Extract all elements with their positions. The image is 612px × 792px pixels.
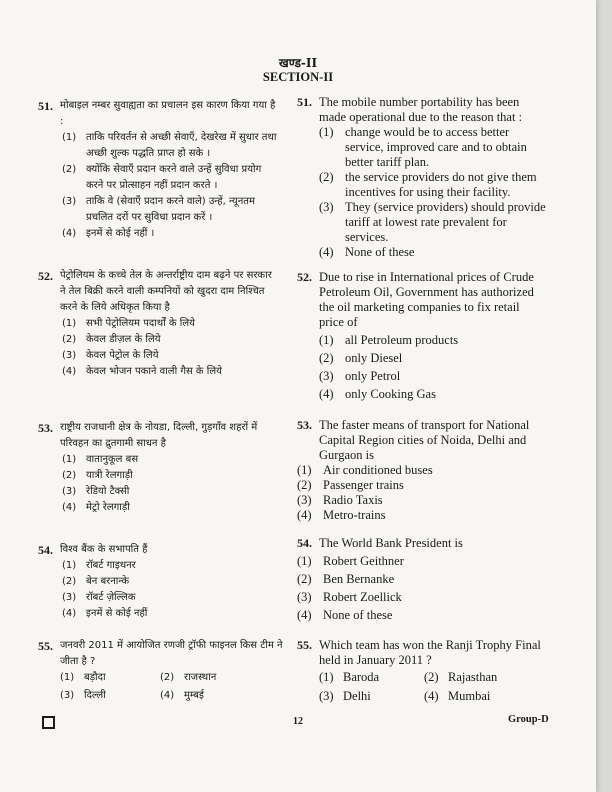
question-number: 53.: [297, 418, 312, 432]
question-stem: The faster means of transport for National Capital Region cities of Noida, Delhi and Gurgaon is: [319, 418, 530, 462]
option-2: (2) यात्री रेलगाड़ी: [62, 470, 133, 481]
option-3: (3) Delhi: [319, 689, 371, 703]
english-question-53: [297, 418, 547, 523]
question-number: 52.: [38, 269, 53, 283]
options-grid: [319, 670, 547, 704]
option-3: (3) They (service providers) should provide tariff at lowest rate prevalent for services.: [319, 200, 546, 244]
question-stem: Due to rise in International prices of Crude Petroleum Oil, Government has authorized the oil marketing companies to fix retail price of: [319, 270, 534, 329]
hindi-question-55: [38, 638, 288, 704]
question-stem: पेट्रोलियम के कच्चे तेल के अन्तर्राष्ट्रीय दाम बढ़ने पर सरकार ने तेल बिक्री करने वाली कम्पनियों को खुदरा दाम निश्चित करने के लिये अधिकृत किया है: [60, 270, 272, 313]
option-1: (1) Baroda: [319, 670, 380, 684]
question-number: 54.: [38, 543, 53, 557]
question-number: 55.: [297, 638, 312, 652]
option-2: (2) क्योंकि सेवाएँ प्रदान करने वाले उन्हें सुविधा प्रयोग करने पर प्रोत्साहन नहीं प्रदान करते ।: [62, 164, 262, 191]
question-number: 53.: [38, 421, 53, 435]
question-number: 52.: [297, 270, 312, 284]
option-1: (1) change would be to access better service, improved care and to obtain better tariff plan.: [319, 125, 527, 169]
option-3: (3) ताकि वे (सेवाएँ प्रदान करने वाले) उन्हें, न्यूनतम प्रचलित दरों पर सुविधा प्रदान करें ।: [62, 196, 255, 223]
question-number: 51.: [297, 95, 312, 109]
option-4: (4) Metro-trains: [297, 508, 386, 522]
question-stem: The World Bank President is: [319, 536, 463, 550]
option-1: (1) बड़ौदा: [60, 672, 106, 683]
option-3: (3) दिल्ली: [60, 690, 106, 701]
option-2: (2) बेन बरनान्के: [62, 576, 130, 587]
english-question-51: [297, 95, 547, 260]
option-3: (3) केवल पेट्रोल के लिये: [62, 350, 159, 361]
option-2: (2) Ben Bernanke: [297, 572, 395, 586]
question-stem: विश्व बैंक के सभापति हैं: [60, 544, 148, 555]
english-question-55: [297, 638, 547, 704]
option-3: (3) रेडियो टैक्सी: [62, 486, 130, 497]
option-1: (1) Air conditioned buses: [297, 463, 433, 477]
question-stem: Which team has won the Ranji Trophy Final held in January 2011 ?: [319, 638, 541, 667]
option-4: (4) इनमें से कोई नहीं ।: [62, 228, 155, 239]
group-label: Group-D: [508, 714, 549, 725]
section-heading-english: SECTION-II: [262, 70, 334, 84]
option-1: (1) सभी पेट्रोलियम पदार्थों के लिये: [62, 318, 195, 329]
option-4: (4) मेट्रो रेलगाड़ी: [62, 502, 130, 513]
question-number: 55.: [38, 639, 53, 653]
option-4: (4) None of these: [297, 608, 393, 622]
question-number: 54.: [297, 536, 312, 550]
hindi-question-54: [38, 542, 278, 622]
hindi-question-51: [38, 98, 278, 242]
option-4: (4) None of these: [319, 245, 415, 259]
option-4: (4) केवल भोजन पकाने वाली गैस के लिये: [62, 366, 222, 377]
option-2: (2) Rajasthan: [424, 670, 498, 684]
option-2: (2) Passenger trains: [297, 478, 404, 492]
option-4: (4) Mumbai: [424, 689, 491, 703]
question-number: 51.: [38, 99, 53, 113]
option-3: (3) Radio Taxis: [297, 493, 383, 507]
question-stem: जनवरी 2011 में आयोजित रणजी ट्रॉफी फाइनल किस टीम ने जीता है ?: [60, 640, 283, 667]
option-1: (1) all Petroleum products: [319, 333, 459, 347]
option-3: (3) only Petrol: [319, 369, 401, 383]
question-stem: The mobile number portability has been made operational due to the reason that :: [319, 95, 523, 124]
option-4: (4) only Cooking Gas: [319, 387, 436, 401]
option-4: (4) इनमें से कोई नहीं: [62, 608, 148, 619]
option-4: (4) मुम्बई: [160, 690, 204, 701]
question-stem: राष्ट्रीय राजधानी क्षेत्र के नोयडा, दिल्ली, गुड़गाँव शहरों में परिवहन का द्रुतगामी साधन है: [60, 422, 258, 449]
option-2: (2) the service providers do not give them incentives for using their facility.: [319, 170, 537, 199]
section-heading-hindi: खण्ड-II: [278, 56, 318, 70]
hindi-question-53: [38, 420, 278, 516]
page-number: 12: [293, 716, 303, 727]
option-1: (1) वातानुकूल बस: [62, 454, 139, 465]
option-1: (1) Robert Geithner: [297, 554, 404, 568]
hindi-question-52: [38, 268, 278, 380]
option-1: (1) ताकि परिवर्तन से अच्छी सेवाएँ, देखरेख में सुधार तथा अच्छी शुल्क पद्धति प्राप्त हो सके ।: [62, 132, 277, 159]
english-question-54: [297, 536, 547, 623]
option-2: (2) केवल डीज़ल के लिये: [62, 334, 161, 345]
question-stem: मोबाइल नम्बर सुवाह्यता का प्रचालन इस कारण किया गया है :: [60, 100, 276, 127]
option-1: (1) रॉबर्ट गाइथनर: [62, 560, 136, 571]
option-3: (3) Robert Zoellick: [297, 590, 402, 604]
option-3: (3) रॉबर्ट ज़ेल्लिक: [62, 592, 136, 603]
english-question-52: [297, 270, 547, 402]
options-grid: [60, 670, 288, 704]
option-2: (2) only Diesel: [319, 351, 403, 365]
option-2: (2) राजस्थान: [160, 672, 217, 683]
